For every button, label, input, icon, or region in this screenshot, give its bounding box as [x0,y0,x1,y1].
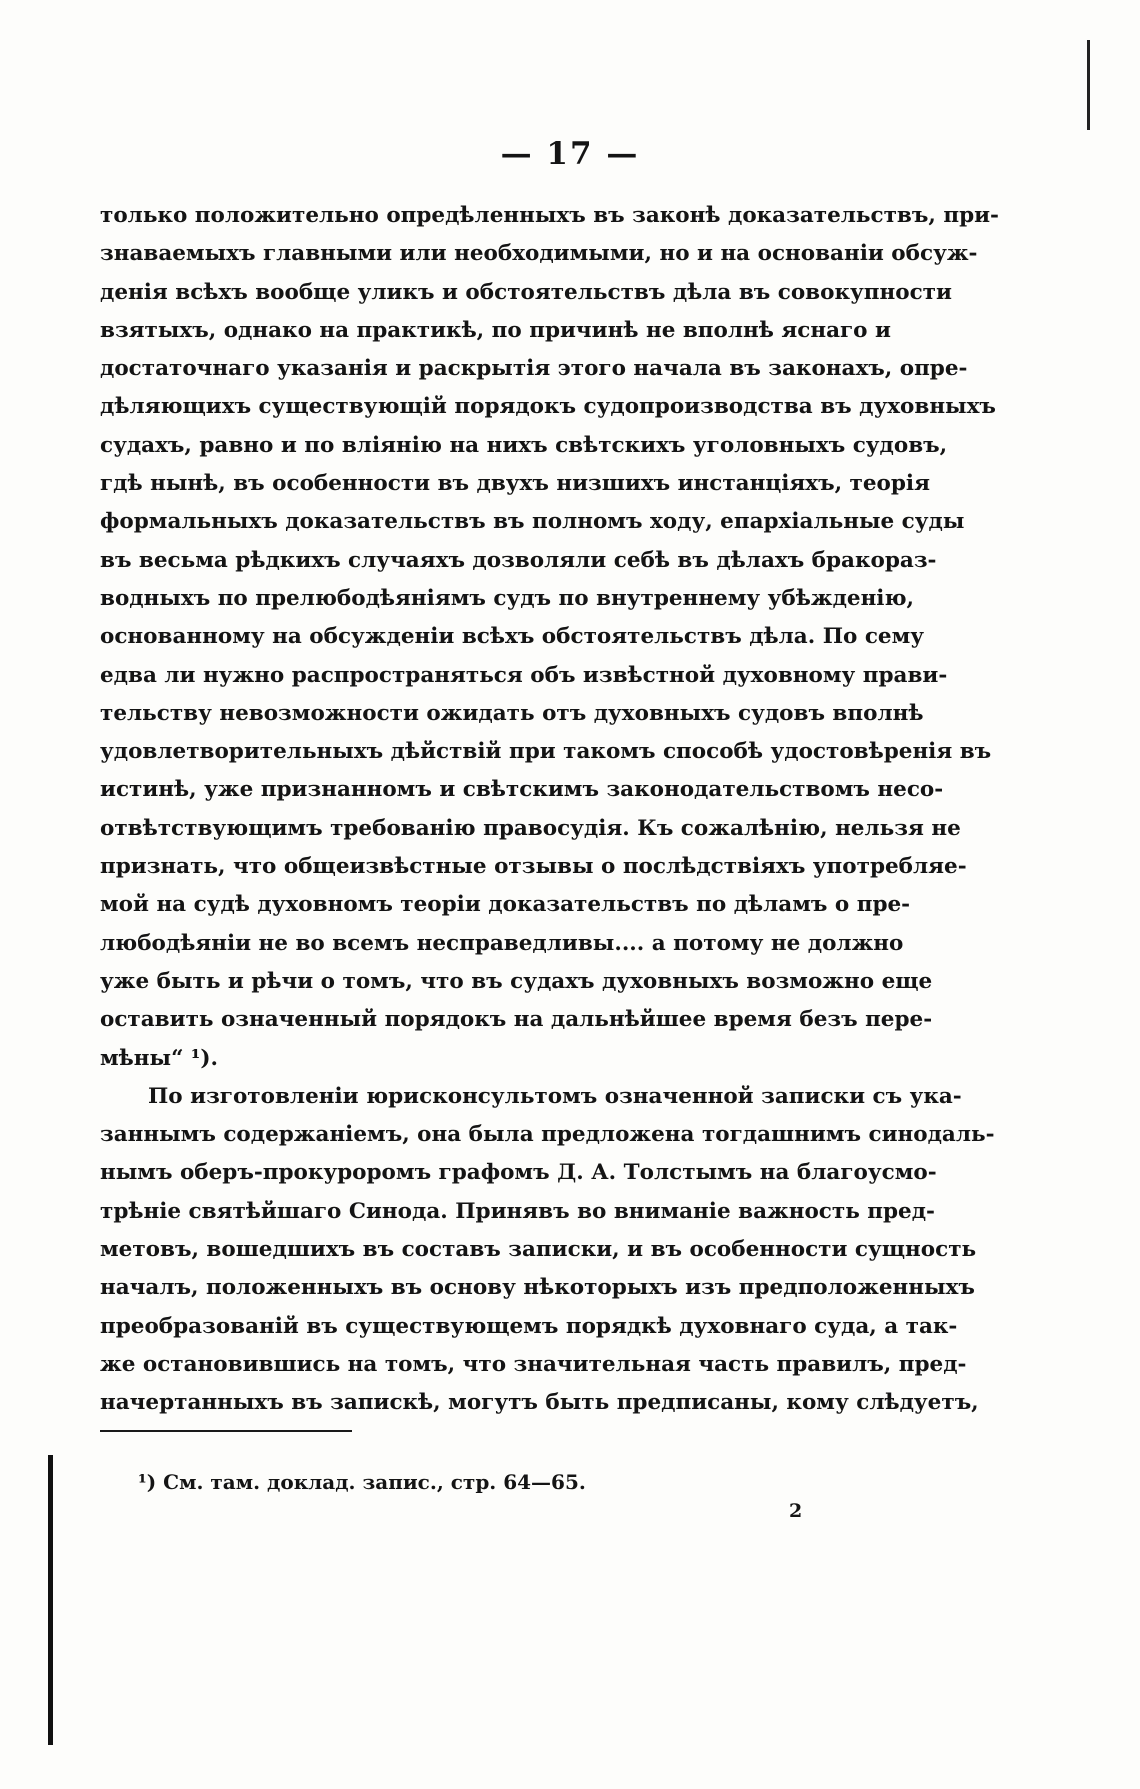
text-line: дѣляющихъ существующій порядокъ судопроизводства въ духовныхъ [100,394,996,420]
text-line: заннымъ содержаніемъ, она была предложена тогдашнимъ синодаль- [100,1122,995,1148]
page-number: — 17 — [500,136,640,172]
text-line: достаточнаго указанія и раскрытія этого начала въ законахъ, опре- [100,356,968,382]
body-text [100,197,999,1423]
footnote: ¹) См. там. доклад. запис., стр. 64—65. [138,1470,586,1494]
paragraph-2 [100,1078,995,1423]
text-line: тельству невозможности ожидать отъ духовныхъ судовъ вполнѣ [100,700,924,726]
text-line: формальныхъ доказательствъ въ полномъ ходу, епархіальные суды [100,509,965,535]
text-line: судахъ, равно и по вліянію на нихъ свѣтскихъ уголовныхъ судовъ, [100,432,948,458]
text-line: едва ли нужно распространяться объ извѣстной духовному прави- [100,662,948,688]
text-line: начертанныхъ въ запискѣ, могутъ быть предписаны, кому слѣдуетъ, [100,1390,979,1416]
text-line: денія всѣхъ вообще уликъ и обстоятельствъ дѣла въ совокупности [100,279,952,305]
text-line: метовъ, вошедшихъ въ составъ записки, и въ особенности сущность [100,1237,977,1263]
text-line: оставить означенный порядокъ на дальнѣйшее время безъ пере- [100,1007,933,1033]
text-line: взятыхъ, однако на практикѣ, по причинѣ не вполнѣ яснаго и [100,317,891,343]
text-line: основанному на обсужденіи всѣхъ обстоятельствъ дѣла. По сему [100,624,925,650]
text-line: отвѣтствующимъ требованію правосудія. Къ сожалѣнію, нельзя не [100,815,961,841]
signature-mark: 2 [789,1500,803,1522]
text-line: любодѣяніи не во всемъ несправедливы.... а потому не должно [100,930,904,956]
text-line: гдѣ нынѣ, въ особенности въ двухъ низшихъ инстанціяхъ, теорія [100,471,930,497]
text-line: въ весьма рѣдкихъ случаяхъ дозволяли себѣ въ дѣлахъ бракораз- [100,547,937,573]
paragraph-1 [100,197,999,1078]
text-line: признать, что общеизвѣстные отзывы о послѣдствіяхъ употребляе- [100,854,967,880]
scan-edge-left [48,1455,53,1745]
text-line: знаваемыхъ главными или необходимыми, но и на основаніи обсуж- [100,241,978,267]
text-line: водныхъ по прелюбодѣяніямъ судъ по внутреннему убѣжденію, [100,585,915,611]
text-line: мѣны“ ¹). [100,1045,219,1071]
footnote-rule [100,1430,352,1432]
text-line: преобразованій въ существующемъ порядкѣ духовнаго суда, а так- [100,1313,958,1339]
text-line: трѣніе святѣйшаго Синода. Принявъ во вниманіе важность пред- [100,1198,935,1224]
text-line: же остановившись на томъ, что значительная часть правилъ, пред- [100,1351,967,1377]
text-line: только положительно опредѣленныхъ въ законѣ доказательствъ, при- [100,203,999,228]
text-line: началъ, положенныхъ въ основу нѣкоторыхъ изъ предположенныхъ [100,1275,975,1301]
text-line: нымъ оберъ-прокуроромъ графомъ Д. А. Толстымъ на благоусмо- [100,1160,937,1186]
text-line: мой на судѣ духовномъ теоріи доказательствъ по дѣламъ о пре- [100,892,911,918]
text-line: истинѣ, уже признанномъ и свѣтскимъ законодательствомъ несо- [100,777,944,803]
text-line: уже быть и рѣчи о томъ, что въ судахъ духовныхъ возможно еще [100,968,933,994]
scan-edge-right [1087,40,1090,130]
text-line: удовлетворительныхъ дѣйствій при такомъ способѣ удостовѣренія въ [100,739,992,765]
text-line: По изготовленіи юрисконсультомъ означенной записки съ ука- [148,1083,962,1109]
